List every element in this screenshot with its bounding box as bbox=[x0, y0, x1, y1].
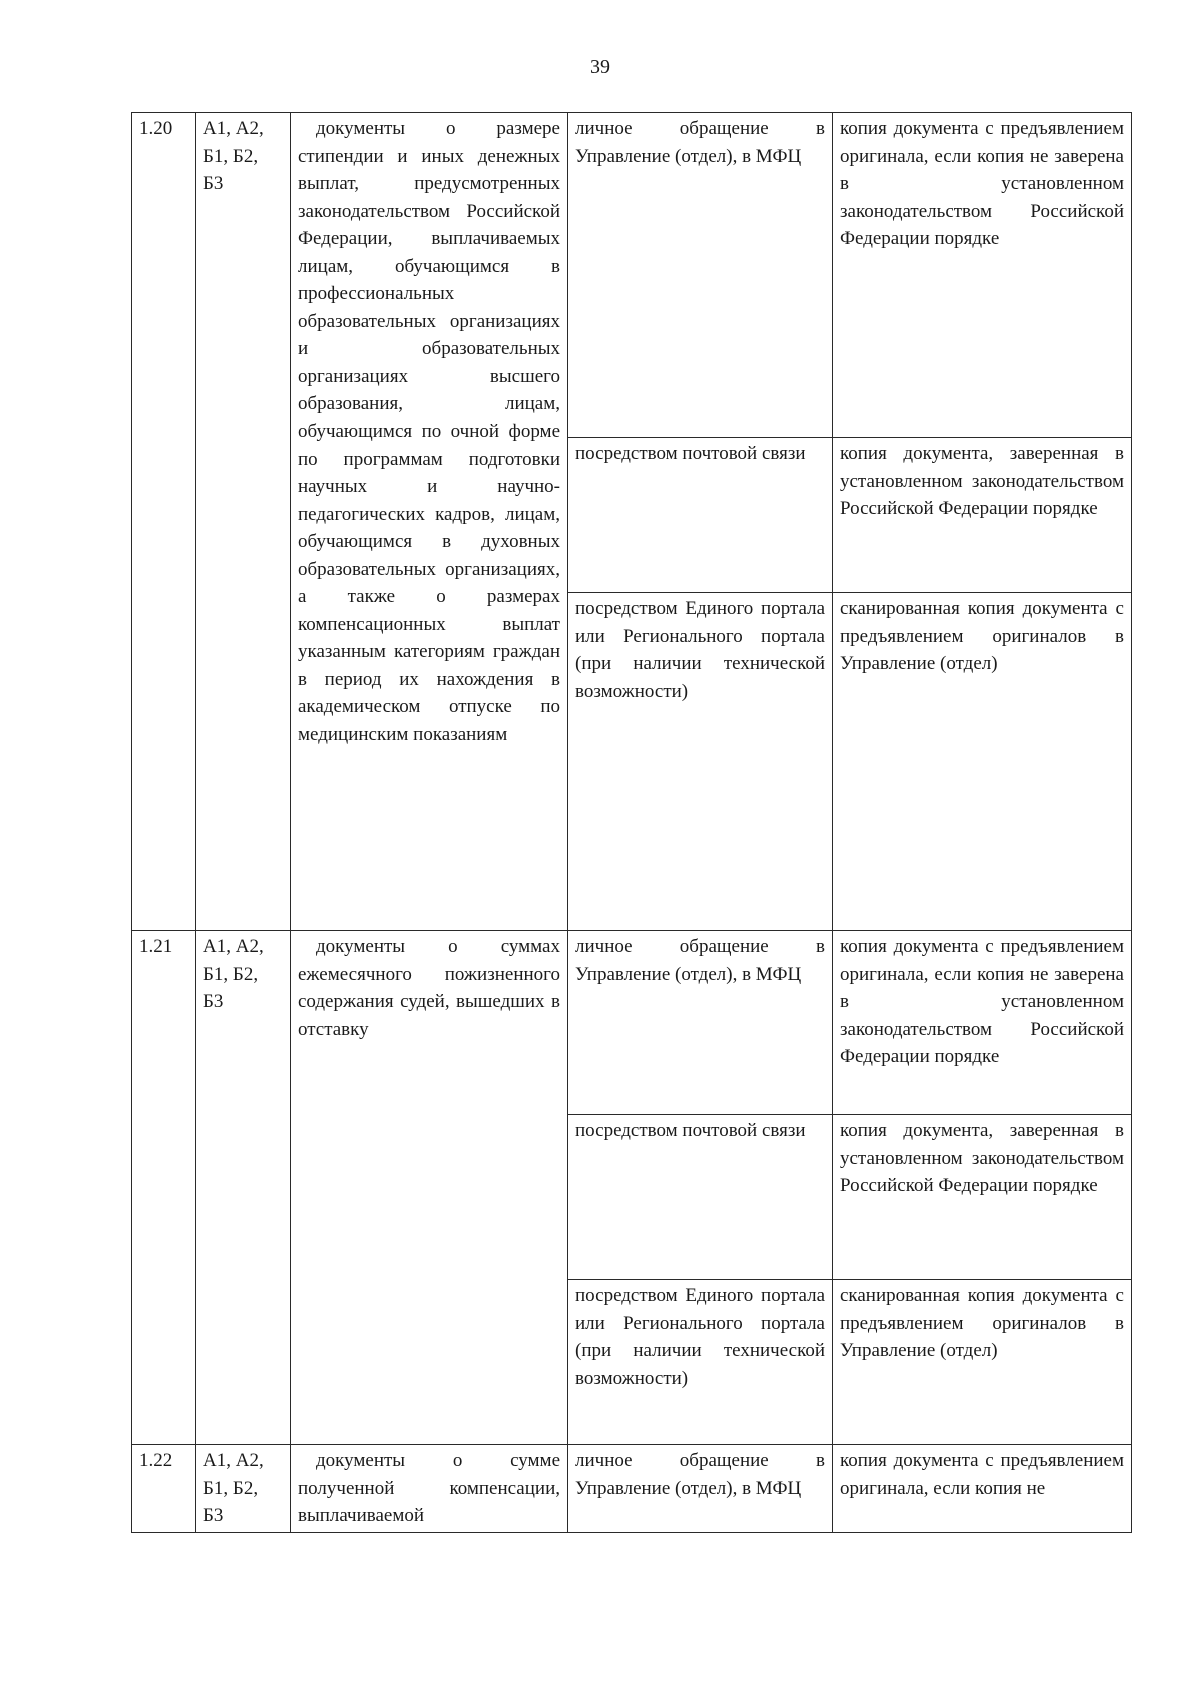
document-description: документы о размере стипендии и иных денежных выплат, предусмотренных законодательством Российской Федерации, выплачиваемых лицам, обучающимся в профессиональных образовательных организациях и образовательных организациях высшего образования, лицам, обучающимся по очной форме по программам подготовки научных и научно-педагогических кадров, лицам, обучающимся в духовных образовательных организациях, а также о размерах компенсационных выплат указанным категориям граждан в период их нахождения в академическом отпуске по медицинским показаниям bbox=[291, 113, 568, 931]
documents-table bbox=[131, 112, 1132, 1533]
submission-method: посредством Единого портала или Регионального портала (при наличии технической возможности) bbox=[568, 1280, 833, 1445]
document-form: сканированная копия документа с предъявлением оригиналов в Управление (отдел) bbox=[833, 1280, 1132, 1445]
document-form: копия документа с предъявлением оригинала, если копия не заверена в установленном законодательством Российской Федерации порядке bbox=[833, 113, 1132, 438]
document-form: копия документа с предъявлением оригинала, если копия не bbox=[833, 1445, 1132, 1533]
document-form: сканированная копия документа с предъявлением оригиналов в Управление (отдел) bbox=[833, 593, 1132, 931]
submission-method: посредством Единого портала или Регионального портала (при наличии технической возможности) bbox=[568, 593, 833, 931]
row-number: 1.20 bbox=[132, 113, 196, 931]
submission-method: посредством почтовой связи bbox=[568, 438, 833, 593]
category-cell: А1, А2, Б1, Б2, Б3 bbox=[196, 1445, 291, 1533]
row-number: 1.21 bbox=[132, 931, 196, 1445]
document-description: документы о сумме полученной компенсации, выплачиваемой bbox=[291, 1445, 568, 1533]
submission-method: личное обращение в Управление (отдел), в МФЦ bbox=[568, 931, 833, 1115]
table-row bbox=[132, 1445, 1132, 1533]
document-form: копия документа с предъявлением оригинала, если копия не заверена в установленном законодательством Российской Федерации порядке bbox=[833, 931, 1132, 1115]
submission-method: личное обращение в Управление (отдел), в МФЦ bbox=[568, 113, 833, 438]
submission-method: личное обращение в Управление (отдел), в МФЦ bbox=[568, 1445, 833, 1533]
document-form: копия документа, заверенная в установленном законодательством Российской Федерации порядке bbox=[833, 438, 1132, 593]
submission-method: посредством почтовой связи bbox=[568, 1115, 833, 1280]
document-form: копия документа, заверенная в установленном законодательством Российской Федерации порядке bbox=[833, 1115, 1132, 1280]
table-row bbox=[132, 931, 1132, 1115]
row-number: 1.22 bbox=[132, 1445, 196, 1533]
table-row bbox=[132, 113, 1132, 438]
page-number: 39 bbox=[590, 56, 610, 78]
category-cell: А1, А2, Б1, Б2, Б3 bbox=[196, 113, 291, 931]
category-cell: А1, А2, Б1, Б2, Б3 bbox=[196, 931, 291, 1445]
document-description: документы о суммах ежемесячного пожизненного содержания судей, вышедших в отставку bbox=[291, 931, 568, 1445]
